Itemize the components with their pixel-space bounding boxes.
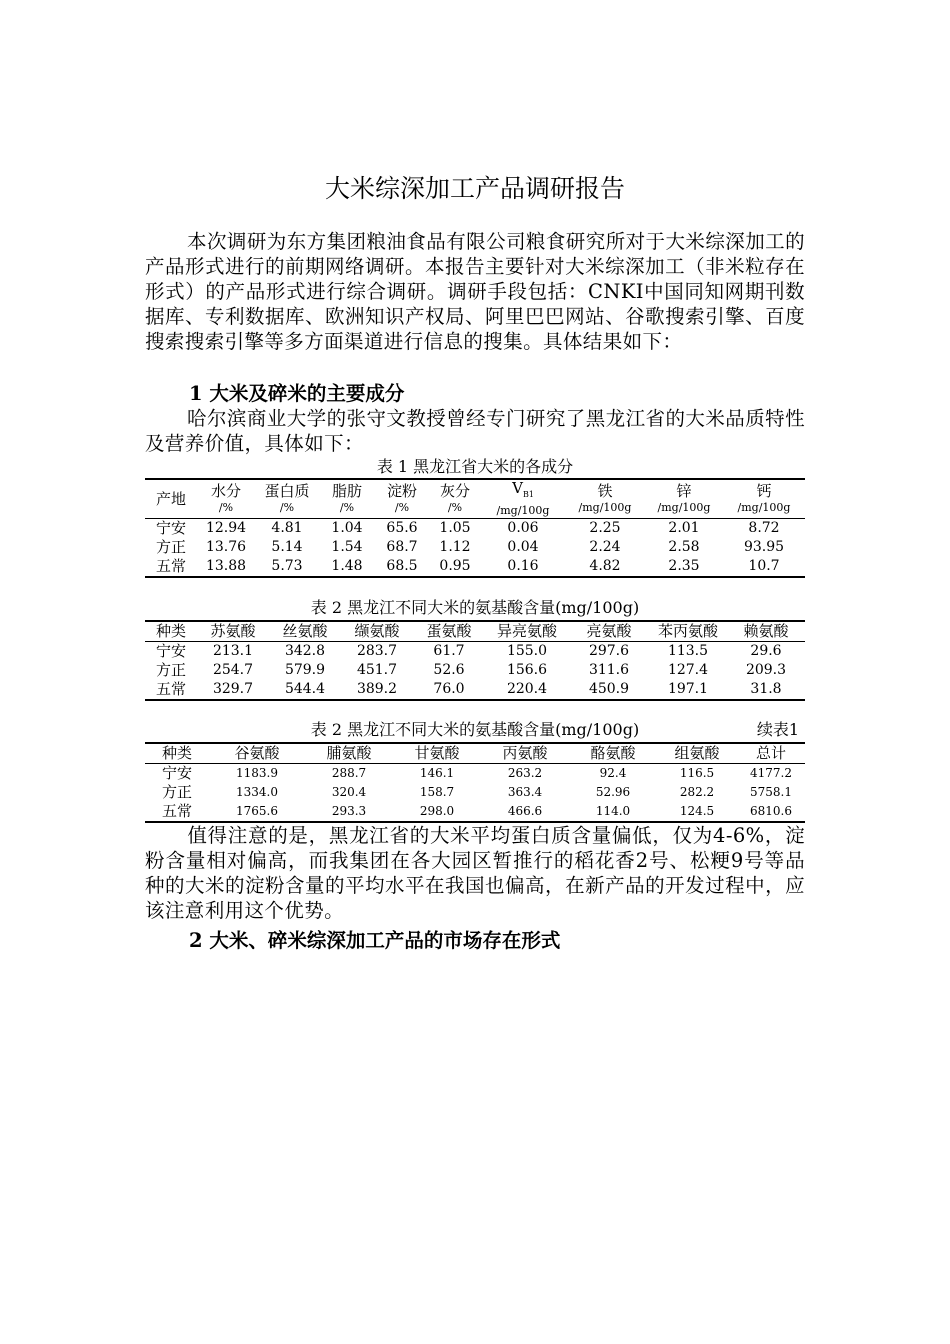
table-1-header-cell <box>319 479 375 519</box>
table-1-header-name: 水分 <box>210 482 241 500</box>
table-1-header-cell <box>723 479 805 519</box>
table-row <box>145 557 805 577</box>
table-2-cell: 451.7 <box>356 662 398 678</box>
table-1-cell: 12.94 <box>205 520 247 536</box>
table-1-cell: 1.12 <box>439 539 471 555</box>
table-1-header-subscript: B1 <box>522 490 534 499</box>
table-3-cell: 293.3 <box>305 802 393 822</box>
table-3-cell: 363.4 <box>507 785 543 799</box>
table-3-cell: 146.1 <box>419 766 455 780</box>
section-1-text: 哈尔滨商业大学的张守文教授曾经专门研究了黑龙江省的大米品质特性及营养价值，具体如下： <box>145 407 805 455</box>
note-text: 值得注意的是，黑龙江省的大米平均蛋白质含量偏低，仅为4-6%，淀粉含量相对偏高，而我集团在各大园区暂推行的稻花香2号、松粳9号等品种的大米的淀粉含量的平均水平在我国也偏高，在新产品的开发过程中，应该注意利用这个优势。 <box>145 824 805 922</box>
table-3-cell: 263.2 <box>507 766 543 780</box>
table-1-cell: 13.76 <box>205 539 247 555</box>
table-2-header-cell: 缬氨酸 <box>341 621 413 642</box>
table-1-header-unit: /mg/100g <box>578 501 632 514</box>
table-3-cell: 158.7 <box>419 785 455 799</box>
table-row <box>145 802 805 822</box>
table-1-header-name: 蛋白质 <box>264 482 310 500</box>
table-2-cell: 329.7 <box>197 680 269 700</box>
table-1-cell: 1.48 <box>319 557 375 577</box>
table-2-header-cell: 异亮氨酸 <box>485 621 569 642</box>
table-3-cell: 114.0 <box>569 802 657 822</box>
table-1-cell: 1.54 <box>331 539 363 555</box>
table-1-header-cell <box>429 479 481 519</box>
table-1-cell: 13.88 <box>197 557 255 577</box>
table-3-cell: 1765.6 <box>209 802 305 822</box>
table-2-cell: 113.5 <box>667 643 709 659</box>
table-1-header-cell <box>565 479 645 519</box>
table-1-cell: 2.58 <box>668 539 700 555</box>
table-2-cell: 254.7 <box>212 662 254 678</box>
table-3-cell: 298.0 <box>393 802 481 822</box>
table-1-header-unit: /mg/100g <box>737 501 791 514</box>
table-2-cell: 156.6 <box>506 662 548 678</box>
table-1-cell: 5.73 <box>255 557 319 577</box>
section-1-heading: 1 大米及碎米的主要成分 <box>189 382 405 405</box>
table-1-header-name: 铁 <box>597 482 613 500</box>
table-3-caption-line <box>145 720 805 740</box>
table-1-cell: 65.6 <box>386 520 418 536</box>
table-3-cell: 5758.1 <box>750 785 792 799</box>
table-row <box>145 680 805 700</box>
table-2-header-cell: 亮氨酸 <box>569 621 649 642</box>
table-2 <box>145 620 805 701</box>
table-1-header-name: 脂肪 <box>331 482 362 500</box>
table-3-header-cell: 甘氨酸 <box>393 743 481 764</box>
table-3-cell: 320.4 <box>331 785 367 799</box>
table-3-header-cell: 谷氨酸 <box>209 743 305 764</box>
table-1-header-cell <box>145 479 197 519</box>
table-3-header-cell: 丙氨酸 <box>481 743 569 764</box>
table-2-cell: 五常 <box>145 680 197 700</box>
table-1-cell: 宁安 <box>155 519 186 537</box>
table-row <box>145 783 805 802</box>
table-2-cell: 389.2 <box>341 680 413 700</box>
table-2-cell: 450.9 <box>569 680 649 700</box>
table-1-cell: 0.04 <box>507 539 539 555</box>
table-1-cell: 4.81 <box>271 520 303 536</box>
table-1-cell: 2.35 <box>645 557 723 577</box>
table-2-cell: 197.1 <box>649 680 727 700</box>
table-row <box>145 538 805 557</box>
table-1-header-name: 产地 <box>155 489 186 508</box>
table-3-cell: 52.96 <box>595 785 631 799</box>
table-3-cell: 124.5 <box>657 802 737 822</box>
table-1-cell: 五常 <box>145 557 197 577</box>
table-1-cell: 0.95 <box>429 557 481 577</box>
table-1-cell: 0.16 <box>481 557 565 577</box>
table-1-cell: 方正 <box>155 538 186 556</box>
table-3-cell: 宁安 <box>161 764 192 782</box>
intro-paragraph <box>145 229 805 354</box>
table-1-header-cell <box>255 479 319 519</box>
table-2-cell: 61.7 <box>433 643 465 659</box>
table-1-header-name: 锌 <box>676 482 692 500</box>
table-2-cell: 311.6 <box>588 662 630 678</box>
table-3-header-cell: 种类 <box>145 743 209 764</box>
table-1 <box>145 478 805 578</box>
table-1-caption: 表 1 黑龙江省大米的各成分 <box>376 457 574 476</box>
table-row <box>145 661 805 680</box>
table-1-cell: 1.04 <box>331 520 363 536</box>
table-3-header-cell: 组氨酸 <box>657 743 737 764</box>
table-1-cell: 2.25 <box>589 520 621 536</box>
table-3-cell: 4177.2 <box>750 766 792 780</box>
table-1-header-cell <box>481 479 565 519</box>
table-2-cell: 579.9 <box>284 662 326 678</box>
table-2-cell: 283.7 <box>356 643 398 659</box>
table-1-cell: 5.14 <box>271 539 303 555</box>
table-2-cell: 52.6 <box>433 662 465 678</box>
table-1-cell: 2.01 <box>668 520 700 536</box>
table-2-header-cell: 苯丙氨酸 <box>649 621 727 642</box>
table-1-header-unit: /% <box>339 501 355 514</box>
table-row <box>145 764 805 784</box>
table-2-header-cell: 蛋氨酸 <box>413 621 485 642</box>
table-2-header-cell: 赖氨酸 <box>727 621 805 642</box>
table-1-header-unit: /mg/100g <box>496 504 550 517</box>
table-1-header-cell <box>197 479 255 519</box>
table-3-cell: 282.2 <box>679 785 715 799</box>
table-2-cell: 209.3 <box>745 662 787 678</box>
table-3-header-cell: 酪氨酸 <box>569 743 657 764</box>
table-3-continued-label: 续表1 <box>756 720 799 739</box>
table-1-header-name: 淀粉 <box>386 482 417 500</box>
table-2-cell: 76.0 <box>413 680 485 700</box>
section-2-heading: 2 大米、碎米综深加工产品的市场存在形式 <box>189 929 561 952</box>
table-2-cell: 宁安 <box>155 642 186 660</box>
table-3-cell: 1334.0 <box>236 785 278 799</box>
table-1-cell: 8.72 <box>748 520 780 536</box>
table-1-header-name: 钙 <box>756 482 772 500</box>
table-2-header-cell: 种类 <box>145 621 197 642</box>
table-row <box>145 642 805 662</box>
table-1-header-unit: /% <box>447 501 463 514</box>
table-1-header-name: V <box>512 479 523 497</box>
table-2-cell: 方正 <box>155 661 186 679</box>
intro-text: 本次调研为东方集团粮油食品有限公司粮食研究所对于大米综深加工的产品形式进行的前期网络调研。本报告主要针对大米综深加工（非米粒存在形式）的产品形式进行综合调研。调研手段包括：CNKI中国同知网期刊数据库、专利数据库、欧洲知识产权局、阿里巴巴网站、谷歌搜索引擎、百度搜索搜索引擎等多方面渠道进行信息的搜集。具体结果如下： <box>145 230 805 353</box>
document-title: 大米综深加工产品调研报告 <box>324 174 625 203</box>
table-3-cell: 方正 <box>161 783 192 801</box>
table-3-cell: 1183.9 <box>236 766 278 780</box>
table-1-header-unit: /% <box>279 501 295 514</box>
note-paragraph <box>145 823 805 923</box>
table-1-cell: 68.5 <box>375 557 429 577</box>
table-2-cell: 544.4 <box>269 680 341 700</box>
table-1-header-unit: /% <box>218 501 234 514</box>
table-1-cell: 2.24 <box>589 539 621 555</box>
table-2-cell: 213.1 <box>212 643 254 659</box>
table-2-cell: 155.0 <box>506 643 548 659</box>
table-3-caption: 表 2 黑龙江不同大米的氨基酸含量(mg/100g) <box>310 720 640 739</box>
table-2-cell: 220.4 <box>485 680 569 700</box>
table-3-header-cell: 脯氨酸 <box>305 743 393 764</box>
table-2-header-cell: 丝氨酸 <box>269 621 341 642</box>
table-3-cell: 116.5 <box>679 766 715 780</box>
table-1-cell: 10.7 <box>723 557 805 577</box>
table-row <box>145 519 805 539</box>
table-3-cell: 288.7 <box>331 766 367 780</box>
table-1-cell: 4.82 <box>565 557 645 577</box>
table-1-cell: 68.7 <box>386 539 418 555</box>
table-3-cell: 92.4 <box>599 766 627 780</box>
table-2-cell: 297.6 <box>588 643 630 659</box>
table-1-header-unit: /mg/100g <box>657 501 711 514</box>
table-1-cell: 0.06 <box>507 520 539 536</box>
table-1-header-cell <box>375 479 429 519</box>
table-2-header-cell: 苏氨酸 <box>197 621 269 642</box>
table-3-cell: 五常 <box>145 802 209 822</box>
table-2-cell: 127.4 <box>667 662 709 678</box>
table-1-header-unit: /% <box>394 501 410 514</box>
table-3-cell: 466.6 <box>481 802 569 822</box>
table-1-header-cell <box>645 479 723 519</box>
table-3-cell: 6810.6 <box>737 802 805 822</box>
table-1-cell: 1.05 <box>439 520 471 536</box>
section-1-paragraph <box>145 406 805 456</box>
table-2-cell: 29.6 <box>750 643 782 659</box>
table-3 <box>145 742 805 823</box>
table-2-cell: 342.8 <box>284 643 326 659</box>
table-1-header-name: 灰分 <box>439 482 470 500</box>
table-3-header-cell: 总计 <box>737 743 805 764</box>
table-2-cell: 31.8 <box>727 680 805 700</box>
table-1-cell: 93.95 <box>743 539 785 555</box>
table-2-caption: 表 2 黑龙江不同大米的氨基酸含量(mg/100g) <box>310 598 640 617</box>
